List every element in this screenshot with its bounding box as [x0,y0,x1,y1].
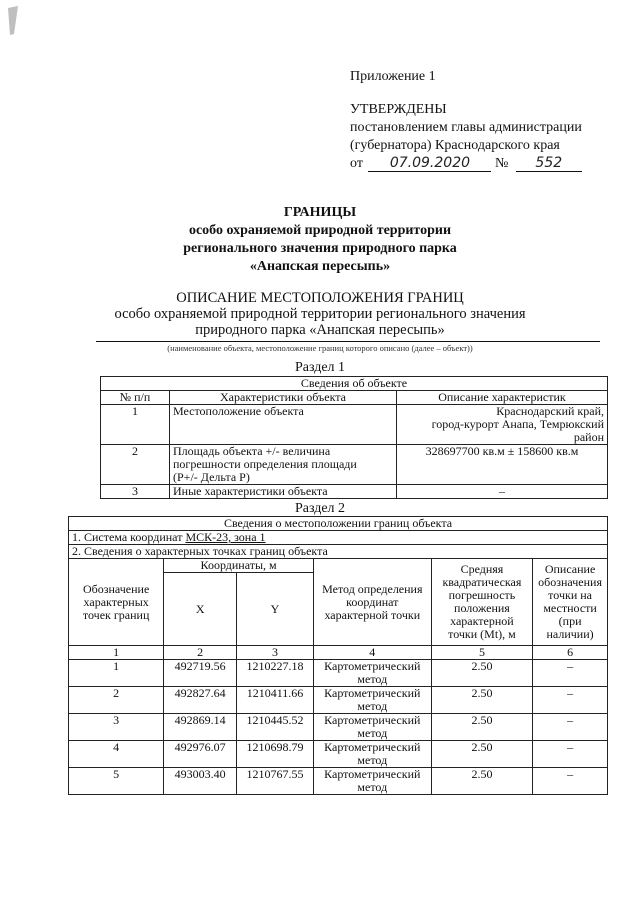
approved-line-2: (губернатора) Краснодарского края [350,138,560,153]
point-error: 2.50 [431,741,532,768]
description-block [0,290,640,338]
handwritten-number: 552 [516,155,582,172]
point-method [313,714,431,741]
approved-title: УТВЕРЖДЕНЫ [350,102,447,117]
method-line: Картометрический [324,713,421,727]
point-method [313,741,431,768]
method-line: метод [357,726,388,740]
header-y: Y [237,573,314,646]
point-description: – [533,768,608,795]
row-number: 2 [101,445,170,485]
description-line-1: особо охраняемой природной территории регионального значения [114,306,526,322]
section-1-title: Раздел 1 [294,360,346,375]
method-line: Картометрический [324,659,421,673]
point-description: – [533,687,608,714]
row-characteristic-line: (P+/- Дельта P) [173,470,250,484]
point-number: 4 [69,741,164,768]
points-title-row: 2. Сведения о характерных точках границ объекта [69,545,608,559]
point-number: 5 [69,768,164,795]
point-method [313,768,431,795]
method-line: Картометрический [324,740,421,754]
row-characteristic-line: погрешности определения площади [173,457,357,471]
subtitle-line-1: особо охраняемой природной территории [188,223,452,238]
header-number: № п/п [101,391,170,405]
coordinate-system-label: 1. Система координат [72,530,183,544]
point-description: – [533,660,608,687]
point-error: 2.50 [431,660,532,687]
table-header-row [69,559,608,573]
table-row [69,714,608,741]
subtitle-line-3: «Анапская пересыпь» [249,259,391,274]
method-line: метод [357,672,388,686]
header-characteristics: Характеристики объекта [170,391,397,405]
column-number: 6 [533,646,608,660]
approval-date-number [350,155,582,172]
description-title: ОПИСАНИЕ МЕСТОПОЛОЖЕНИЯ ГРАНИЦ [176,290,464,306]
table-row [69,660,608,687]
point-y: 1210767.55 [237,768,314,795]
column-number: 1 [69,646,164,660]
approval-block [350,101,582,155]
point-y: 1210227.18 [237,660,314,687]
subtitle-line-2: регионального значения природного парка [183,241,457,256]
row-description [397,405,608,445]
row-characteristic: Местоположение объекта [170,405,397,445]
handwritten-date: 07.09.2020 [368,155,491,172]
section-2-title: Раздел 2 [294,501,346,516]
header-description: Описание характеристик [397,391,608,405]
point-description: – [533,714,608,741]
description-line-2: природного парка «Анапская пересыпь» [195,322,445,338]
header-error: Средняя квадратическая погрешность положения характерной точки (Mt), м [431,559,532,646]
header-designation: Обозначение характерных точек границ [69,559,164,646]
from-prefix: от [350,156,363,171]
header-method: Метод определения координат характерной точки [313,559,431,646]
number-sign: № [494,156,509,171]
column-number: 2 [164,646,237,660]
point-x: 493003.40 [164,768,237,795]
document-title: ГРАНИЦЫ [283,205,357,220]
table-row [101,405,608,445]
column-number: 5 [431,646,532,660]
point-description: – [533,741,608,768]
method-line: Картометрический [324,767,421,781]
approved-line-1: постановлением главы администрации [350,120,582,135]
scan-corner-mark [6,6,22,36]
row-description: – [397,485,608,499]
point-y: 1210411.66 [237,687,314,714]
description-note: (наименование объекта, местоположение границ которого описано (далее – объект)) [167,343,473,353]
point-method [313,660,431,687]
table-header-row [101,391,608,405]
point-error: 2.50 [431,714,532,741]
point-x: 492869.14 [164,714,237,741]
row-characteristic: Иные характеристики объекта [170,485,397,499]
header-point-description: Описание обозначения точки на местности (при наличии) [533,559,608,646]
object-info-table-title: Сведения об объекте [101,377,608,391]
row-number: 3 [101,485,170,499]
row-description: 328697700 кв.м ± 158600 кв.м [397,445,608,485]
row-number: 1 [101,405,170,445]
table-row [101,485,608,499]
method-line: Картометрический [324,686,421,700]
point-number: 1 [69,660,164,687]
method-line: метод [357,699,388,713]
point-x: 492976.07 [164,741,237,768]
coordinate-system-row [69,531,608,545]
point-number: 2 [69,687,164,714]
point-x: 492827.64 [164,687,237,714]
description-underline [96,341,600,342]
row-description-line: Краснодарский край, [496,404,604,418]
method-line: метод [357,780,388,794]
point-x: 492719.56 [164,660,237,687]
point-y: 1210445.52 [237,714,314,741]
column-number: 4 [313,646,431,660]
row-characteristic [170,445,397,485]
boundary-table-title: Сведения о местоположении границ объекта [69,517,608,531]
point-number: 3 [69,714,164,741]
column-number-row [69,646,608,660]
object-info-table [100,376,608,499]
document-subtitle [0,222,640,276]
header-coordinates: Координаты, м [164,559,314,573]
column-number: 3 [237,646,314,660]
table-row [69,741,608,768]
point-error: 2.50 [431,687,532,714]
row-characteristic-line: Площадь объекта +/- величина [173,444,331,458]
row-description-line: город-курорт Анапа, Темрюкский район [431,417,604,444]
table-row [69,768,608,795]
point-y: 1210698.79 [237,741,314,768]
appendix-label: Приложение 1 [350,69,436,84]
header-x: X [164,573,237,646]
method-line: метод [357,753,388,767]
table-row [101,445,608,485]
coordinate-system-value: МСК-23, зона 1 [185,530,266,544]
boundary-points-table [68,516,608,795]
point-method [313,687,431,714]
point-error: 2.50 [431,768,532,795]
table-row [69,687,608,714]
